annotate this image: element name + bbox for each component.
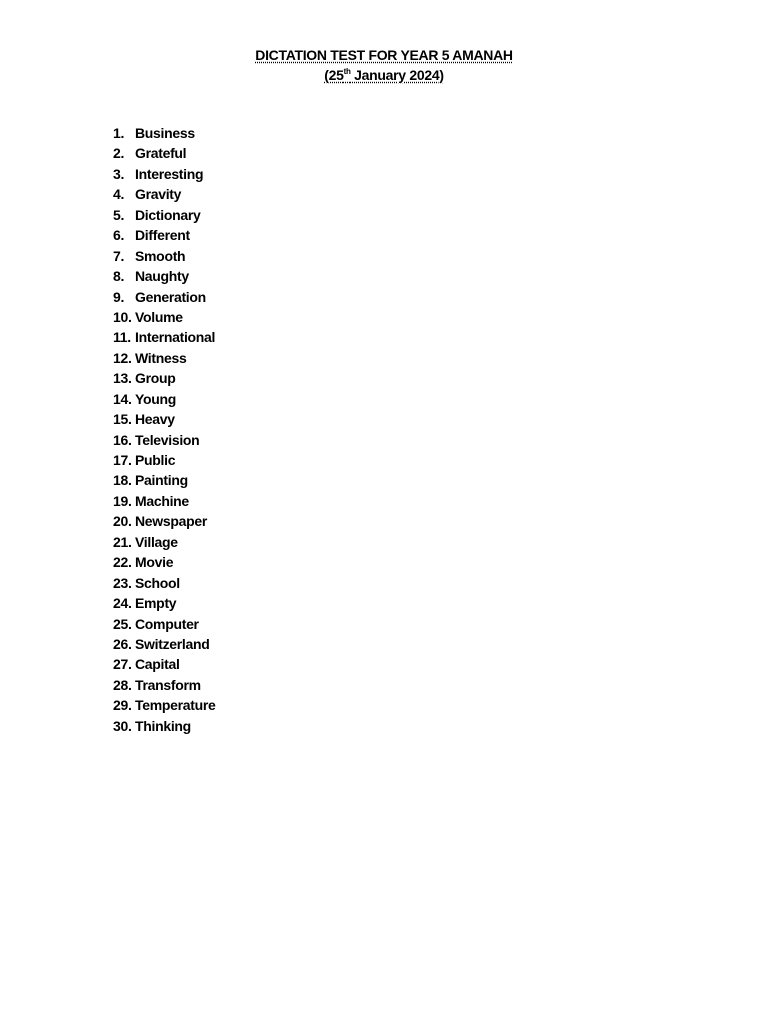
list-item-number: 1. <box>113 125 125 141</box>
list-item-word: Newspaper <box>135 513 207 530</box>
list-item <box>113 143 215 163</box>
list-item <box>113 266 215 286</box>
list-item-word: International <box>135 329 216 346</box>
list-item-number: 10. <box>113 308 132 325</box>
list-item-number: 20. <box>113 513 132 530</box>
dictation-word-list <box>113 123 215 736</box>
list-item <box>113 123 215 143</box>
list-item-number: 27. <box>113 656 132 673</box>
list-item <box>113 654 215 674</box>
list-item <box>113 184 215 204</box>
page-title: DICTATION TEST FOR YEAR 5 AMANAH <box>255 47 513 63</box>
list-item-word: Transform <box>135 676 201 693</box>
list-item-word: Capital <box>135 656 180 673</box>
list-item-number: 23. <box>113 574 132 591</box>
list-item-number: 7. <box>113 247 125 264</box>
list-item-number: 3. <box>113 165 125 182</box>
list-item-number: 2. <box>113 145 125 162</box>
list-item-word: Movie <box>135 554 174 571</box>
list-item-number: 18. <box>113 472 132 489</box>
list-item-word: Different <box>135 227 190 244</box>
list-item-word: Empty <box>135 595 177 612</box>
list-item-number: 21. <box>113 533 132 550</box>
list-item <box>113 205 215 225</box>
list-item <box>113 327 215 347</box>
list-item-word: Volume <box>135 308 183 325</box>
list-item-word: Computer <box>135 615 199 632</box>
list-item <box>113 430 215 450</box>
list-item <box>113 532 215 552</box>
list-item-word: Dictionary <box>135 206 201 223</box>
list-item <box>113 287 215 307</box>
list-item-number: 6. <box>113 227 125 244</box>
list-item <box>113 409 215 429</box>
list-item <box>113 246 215 266</box>
list-item <box>113 552 215 572</box>
date-open: (25 <box>324 67 344 83</box>
list-item <box>113 225 215 245</box>
list-item-number: 16. <box>113 431 132 448</box>
list-item-word: School <box>135 574 180 591</box>
list-item-number: 24. <box>113 595 132 612</box>
list-item-word: Group <box>135 370 176 387</box>
list-item <box>113 716 215 736</box>
list-item-number: 15. <box>113 411 132 428</box>
list-item <box>113 491 215 511</box>
list-item <box>113 675 215 695</box>
list-item-number: 22. <box>113 554 132 571</box>
list-item-word: Smooth <box>135 247 186 264</box>
list-item-number: 5. <box>113 206 125 223</box>
title-line <box>0 45 768 65</box>
list-item <box>113 573 215 593</box>
list-item-number: 9. <box>113 288 125 305</box>
list-item-word: Business <box>135 125 195 141</box>
list-item-word: Machine <box>135 492 189 509</box>
list-item-word: Witness <box>135 349 187 366</box>
list-item-number: 8. <box>113 268 125 285</box>
list-item-word: Thinking <box>135 717 191 734</box>
list-item-number: 14. <box>113 390 132 407</box>
list-item-number: 19. <box>113 492 132 509</box>
date-ordinal-suffix: th <box>343 67 351 76</box>
list-item-number: 12. <box>113 349 132 366</box>
list-item <box>113 164 215 184</box>
list-item-number: 11. <box>113 329 131 346</box>
list-item-word: Switzerland <box>135 635 210 652</box>
list-item-number: 30. <box>113 717 132 734</box>
test-date <box>324 67 443 83</box>
list-item-word: Naughty <box>135 268 189 285</box>
list-item <box>113 470 215 490</box>
list-item-word: Television <box>135 431 200 448</box>
list-item-word: Public <box>135 452 176 468</box>
list-item <box>113 593 215 613</box>
list-item-word: Generation <box>135 288 206 305</box>
list-item-word: Young <box>135 390 177 407</box>
list-item-word: Temperature <box>135 697 216 714</box>
list-item <box>113 348 215 368</box>
list-item-number: 29. <box>113 697 132 714</box>
list-item <box>113 511 215 531</box>
list-item <box>113 368 215 388</box>
list-item <box>113 695 215 715</box>
list-item <box>113 307 215 327</box>
list-item-word: Painting <box>135 472 188 489</box>
list-item-word: Heavy <box>135 411 175 428</box>
list-item-number: 4. <box>113 186 125 203</box>
document-header <box>0 45 768 85</box>
date-rest: January 2024) <box>350 67 444 83</box>
list-item-word: Village <box>135 533 178 550</box>
list-item-word: Gravity <box>135 186 182 203</box>
list-item <box>113 389 215 409</box>
list-item <box>113 634 215 654</box>
list-item-word: Grateful <box>135 145 187 162</box>
list-item-number: 13. <box>113 370 132 387</box>
list-item-number: 17. <box>113 452 132 468</box>
list-item <box>113 614 215 634</box>
list-item-number: 25. <box>113 615 132 632</box>
list-item-word: Interesting <box>135 165 204 182</box>
list-item-number: 26. <box>113 635 132 652</box>
date-line <box>0 65 768 85</box>
list-item <box>113 450 215 470</box>
list-item-number: 28. <box>113 676 132 693</box>
